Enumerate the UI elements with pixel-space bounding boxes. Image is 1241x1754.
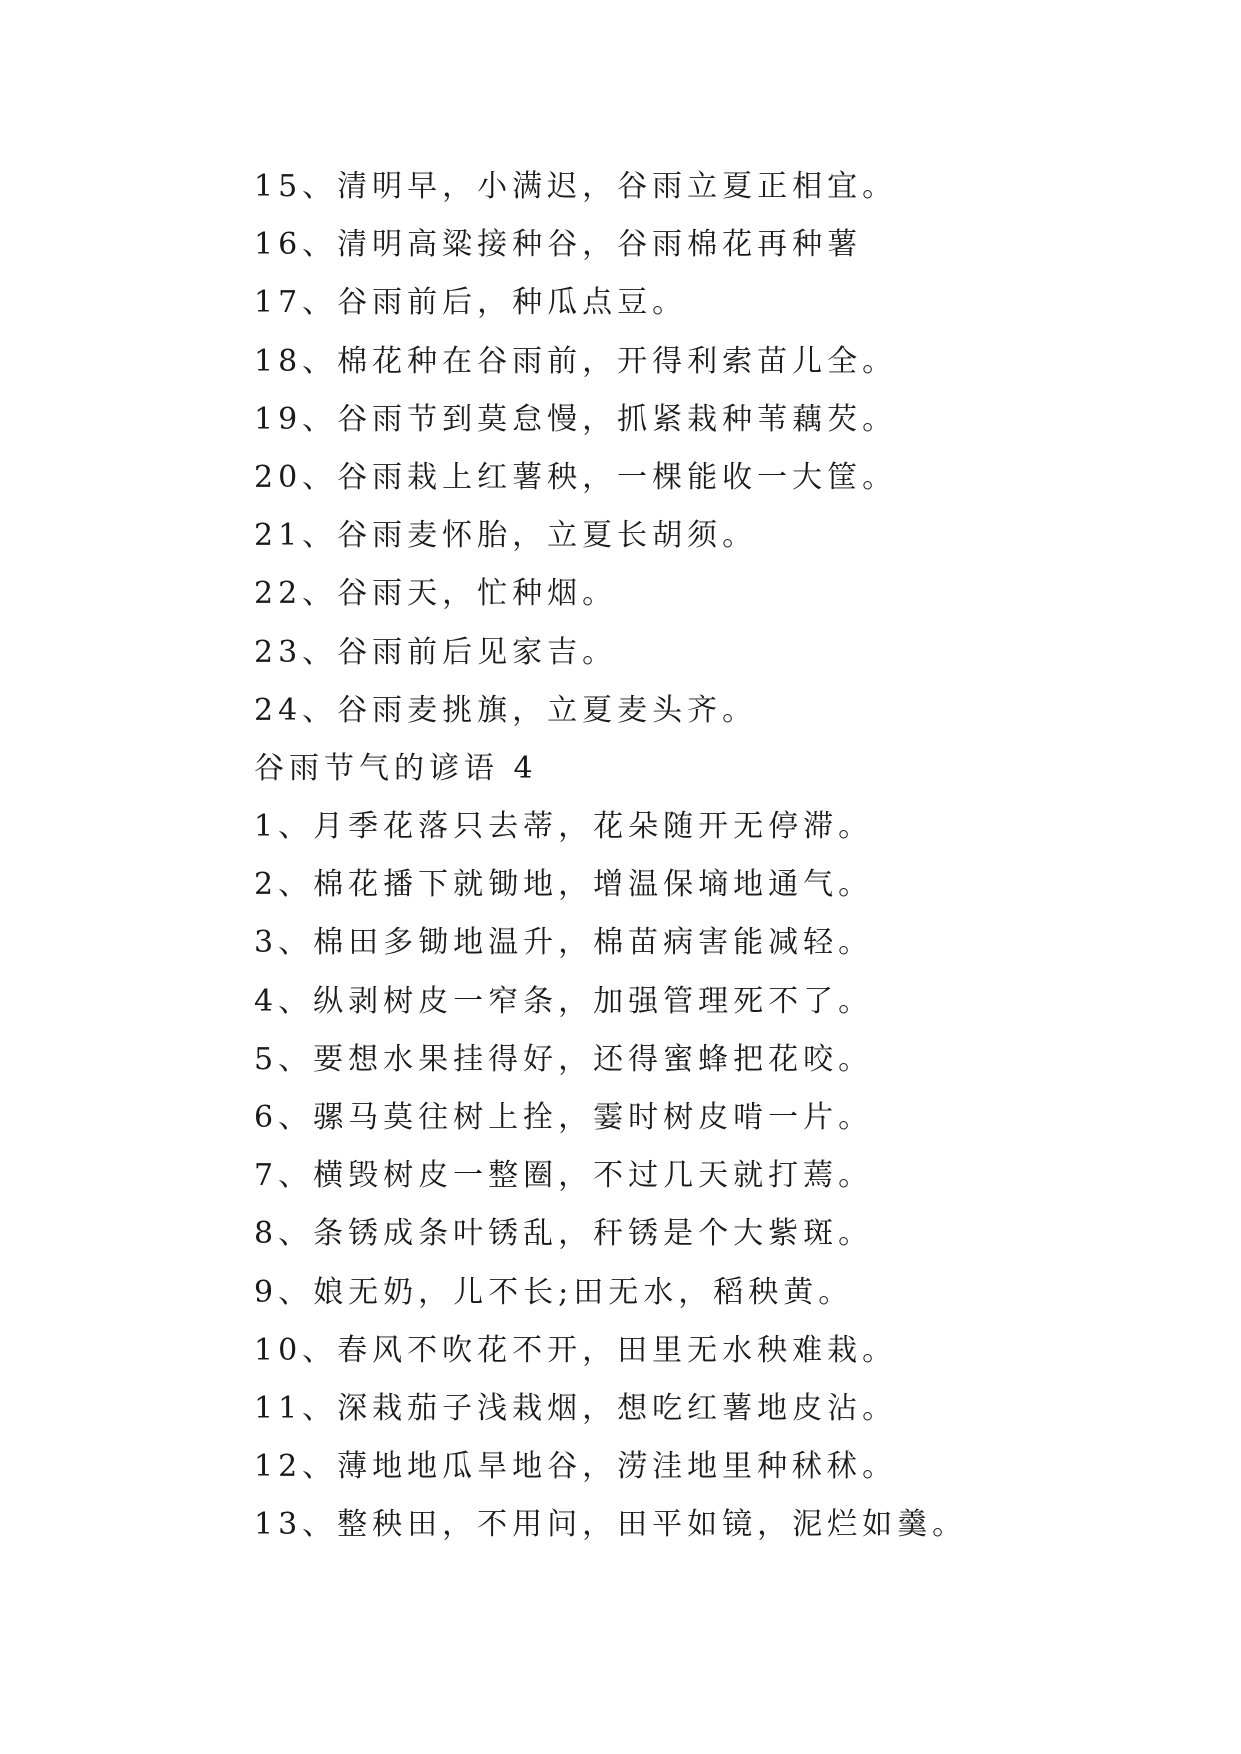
- proverb-line-17: 17、谷雨前后，种瓜点豆。: [254, 285, 688, 321]
- proverb-line-1: 1、月季花落只去蒂，花朵随开无停滞。: [254, 809, 874, 845]
- proverb-line-3: 3、棉田多锄地温升，棉苗病害能减轻。: [254, 925, 874, 961]
- proverb-line-5: 5、要想水果挂得好，还得蜜蜂把花咬。: [254, 1041, 874, 1077]
- document-body: [254, 158, 1154, 1555]
- proverb-line-22: 22、谷雨天，忙种烟。: [254, 576, 618, 612]
- section-heading: 谷雨节气的谚语 4: [254, 750, 538, 786]
- proverb-line-16: 16、清明高粱接种谷，谷雨棉花再种薯: [254, 227, 863, 263]
- proverb-line-8: 8、条锈成条叶锈乱，秆锈是个大紫斑。: [254, 1216, 874, 1252]
- proverb-line-10: 10、春风不吹花不开，田里无水秧难栽。: [254, 1332, 898, 1368]
- proverb-line-6: 6、骡马莫往树上拴，霎时树皮啃一片。: [254, 1100, 874, 1135]
- proverb-line-9: 9、娘无奶，儿不长;田无水，稻秧黄。: [254, 1274, 854, 1310]
- proverb-line-18: 18、棉花种在谷雨前，开得利索苗儿全。: [254, 343, 898, 379]
- proverb-line-11: 11、深栽茄子浅栽烟，想吃红薯地皮沾。: [254, 1390, 898, 1426]
- proverb-line-4: 4、纵剥树皮一窄条，加强管理死不了。: [254, 983, 874, 1019]
- proverb-line-20: 20、谷雨栽上红薯秧，一棵能收一大筐。: [254, 459, 898, 495]
- proverb-line-7: 7、横毁树皮一整圈，不过几天就打蔫。: [254, 1158, 874, 1194]
- proverb-line-23: 23、谷雨前后见家吉。: [254, 634, 618, 670]
- proverb-line-13: 13、整秧田，不用问，田平如镜，泥烂如羹。: [254, 1507, 968, 1543]
- proverb-line-12: 12、薄地地瓜旱地谷，涝洼地里种秫秫。: [254, 1449, 898, 1485]
- proverb-line-21: 21、谷雨麦怀胎，立夏长胡须。: [254, 518, 758, 554]
- proverb-line-2: 2、棉花播下就锄地，增温保墒地通气。: [254, 867, 874, 903]
- proverb-line-24: 24、谷雨麦挑旗，立夏麦头齐。: [254, 692, 758, 728]
- proverb-line-15: 15、清明早，小满迟，谷雨立夏正相宜。: [254, 169, 898, 204]
- proverb-line-19: 19、谷雨节到莫怠慢，抓紧栽种苇藕芡。: [254, 401, 898, 437]
